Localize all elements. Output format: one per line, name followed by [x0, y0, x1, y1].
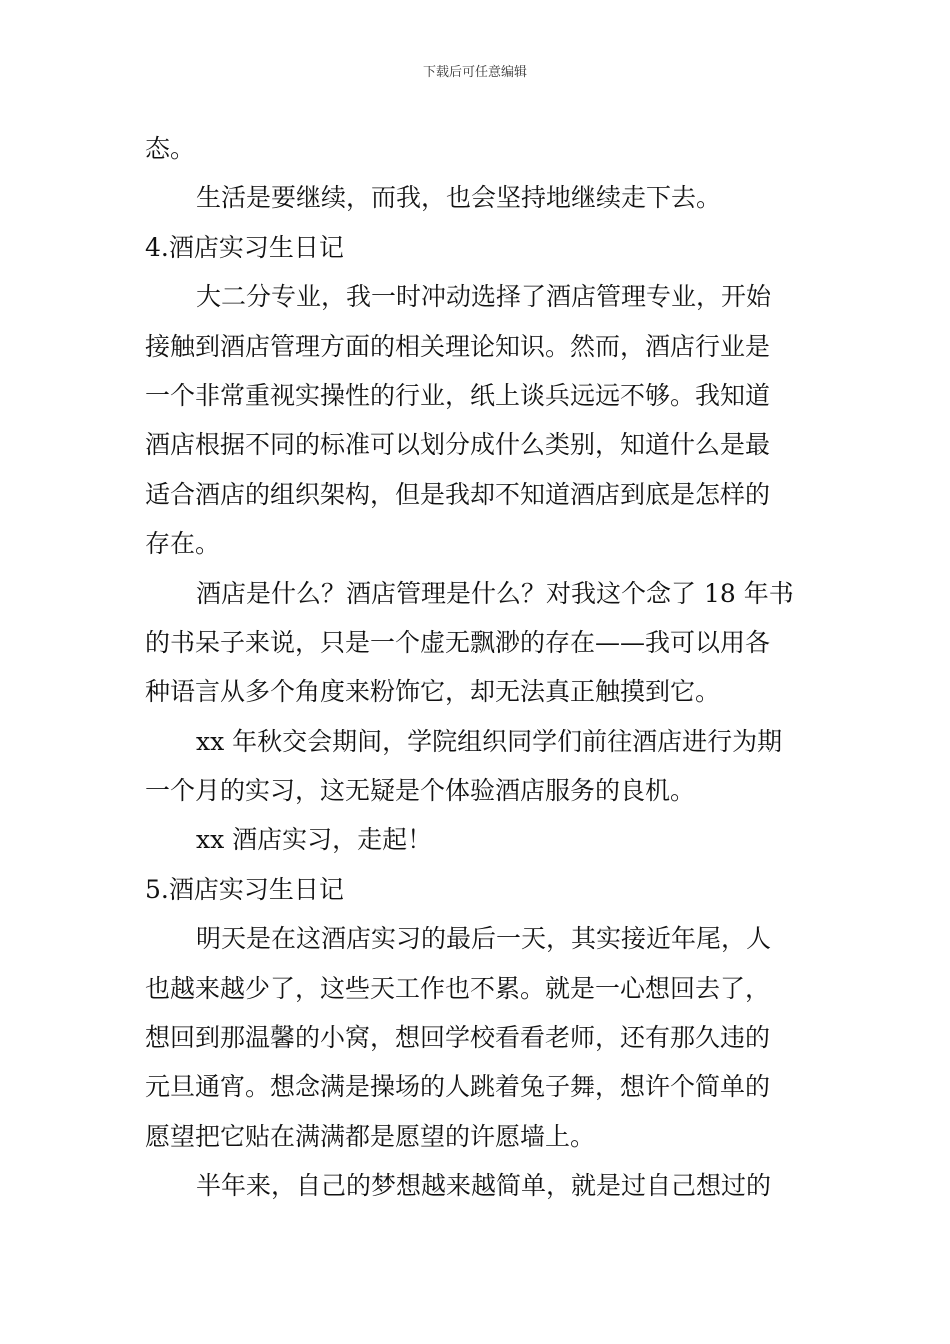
text-line: 明天是在这酒店实习的最后一天，其实接近年尾，人	[196, 924, 772, 954]
text-line: 存在。	[145, 529, 221, 559]
text-line: 接触到酒店管理方面的相关理论知识。然而，酒店行业是	[145, 331, 771, 361]
section-heading: 4.酒店实习生日记	[145, 232, 344, 262]
text-line: 一个非常重视实操性的行业，纸上谈兵远远不够。我知道	[145, 380, 771, 410]
document-body	[145, 124, 807, 1211]
text-line: 一个月的实习，这无疑是个体验酒店服务的良机。	[145, 776, 696, 806]
text-line: 愿望把它贴在满满都是愿望的许愿墙上。	[145, 1121, 596, 1151]
text-line: 酒店是什么？酒店管理是什么？对我这个念了 18 年书	[196, 578, 794, 608]
text-line: 大二分专业，我一时冲动选择了酒店管理专业，开始	[196, 282, 772, 312]
text-line: 酒店根据不同的标准可以划分成什么类别，知道什么是最	[145, 430, 771, 460]
text-line: 半年来，自己的梦想越来越简单，就是过自己想过的	[196, 1171, 772, 1201]
text-line: 元旦通宵。想念满是操场的人跳着兔子舞，想许个简单的	[145, 1072, 771, 1102]
text-line: xx 年秋交会期间，学院组织同学们前往酒店进行为期	[196, 726, 783, 756]
section-heading: 5.酒店实习生日记	[145, 874, 344, 904]
text-line: 也越来越少了，这些天工作也不累。就是一心想回去了，	[145, 973, 771, 1003]
text-line: 的书呆子来说，只是一个虚无飘渺的存在——我可以用各	[145, 627, 771, 657]
text-line: 想回到那温馨的小窝，想回学校看看老师，还有那久违的	[145, 1023, 771, 1053]
text-line: xx 酒店实习，走起！	[196, 825, 433, 855]
page-header: 下载后可任意编辑	[422, 65, 527, 80]
text-line: 态。	[145, 134, 196, 163]
text-line: 生活是要继续，而我，也会坚持地继续走下去。	[196, 183, 722, 213]
text-line: 种语言从多个角度来粉饰它，却无法真正触摸到它。	[145, 677, 721, 707]
text-line: 适合酒店的组织架构，但是我却不知道酒店到底是怎样的	[145, 479, 771, 509]
